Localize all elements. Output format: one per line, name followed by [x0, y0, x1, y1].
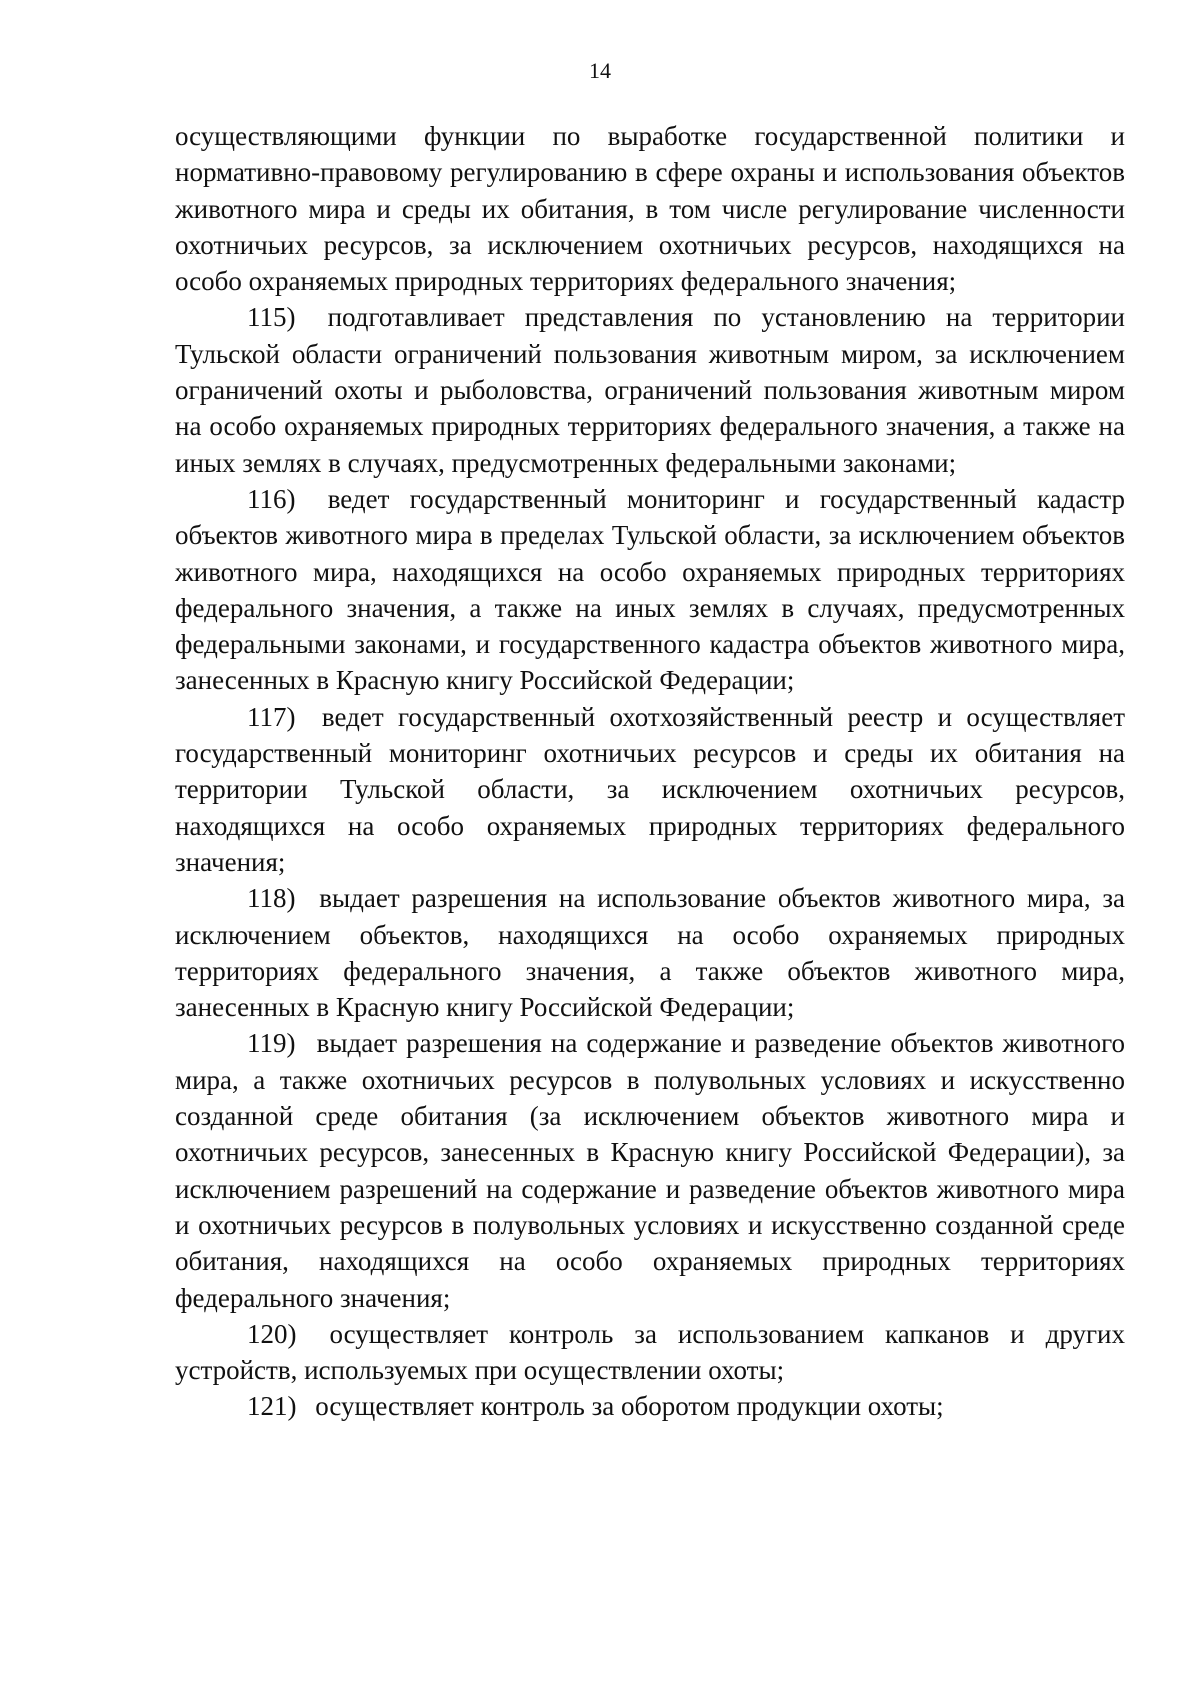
paragraph-text: подготавливает представления по установлению на территории Тульской области ограничений пользования животным миром, за исключением ограничений охоты и рыболовства, ограничений пользования животным миром на особо охраняемых природных территориях федерального значения, а также на иных землях в случаях, предусмотренных федеральными законами; — [175, 302, 1125, 478]
item-number: 116) — [247, 483, 296, 514]
list-item-118 — [175, 880, 1125, 1025]
paragraph-text: выдает разрешения на использование объектов животного мира, за исключением объектов, находящихся на особо охраняемых природных территориях федерального значения, а также объектов животного мира, занесенных в Красную книгу Российской Федерации; — [175, 883, 1126, 1023]
list-item-115 — [175, 299, 1125, 480]
item-number: 119) — [247, 1028, 296, 1059]
item-number: 118) — [247, 883, 296, 914]
paragraph-text: осуществляет контроль за оборотом продукции охоты; — [315, 1391, 944, 1422]
item-number: 121) — [247, 1391, 297, 1422]
paragraph-text: ведет государственный охотхозяйственный реестр и осуществляет государственный мониторинг охотничьих ресурсов и среды их обитания на территории Тульской области, за исключением охотничьих ресурсов, находящихся на особо охраняемых природных территориях федерального значения; — [175, 701, 1126, 877]
paragraph-text: выдает разрешения на содержание и разведение объектов животного мира, а также охотничьих ресурсов в полувольных условиях и искусственно созданной среде обитания (за исключением объектов животного мира и охотничьих ресурсов, занесенных в Красную книгу Российской Федерации), за исключением разрешений на содержание и разведение объектов животного мира и охотничьих ресурсов в полувольных условиях и искусственно созданной среде обитания, находящихся на особо охраняемых природных территориях федерального значения; — [175, 1028, 1126, 1313]
list-item-120 — [175, 1316, 1125, 1389]
list-item-117 — [175, 699, 1125, 880]
item-number: 117) — [247, 701, 296, 732]
item-number: 115) — [247, 302, 296, 333]
paragraph-text: ведет государственный мониторинг и государственный кадастр объектов животного мира в пределах Тульской области, за исключением объектов животного мира, находящихся на особо охраняемых природных территориях федерального значения, а также на иных землях в случаях, предусмотренных федеральными законами, и государственного кадастра объектов животного мира, занесенных в Красную книгу Российской Федерации; — [175, 483, 1125, 696]
paragraph-text: осуществляющими функции по выработке государственной политики и нормативно-правовому регулированию в сфере охраны и использования объектов животного мира и среды их обитания, в том числе регулирование численности охотничьих ресурсов, за исключением охотничьих ресурсов, находящихся на особо охраняемых природных территориях федерального значения; — [175, 121, 1125, 297]
document-body — [175, 118, 1125, 1425]
item-number: 120) — [247, 1318, 297, 1349]
page-number: 14 — [589, 58, 611, 83]
list-item-119 — [175, 1025, 1125, 1315]
list-item-121 — [175, 1388, 1125, 1424]
paragraph-continuation — [175, 118, 1125, 299]
paragraph-text: осуществляет контроль за использованием капканов и других устройств, используемых при осуществлении охоты; — [175, 1318, 1126, 1386]
list-item-116 — [175, 481, 1125, 699]
